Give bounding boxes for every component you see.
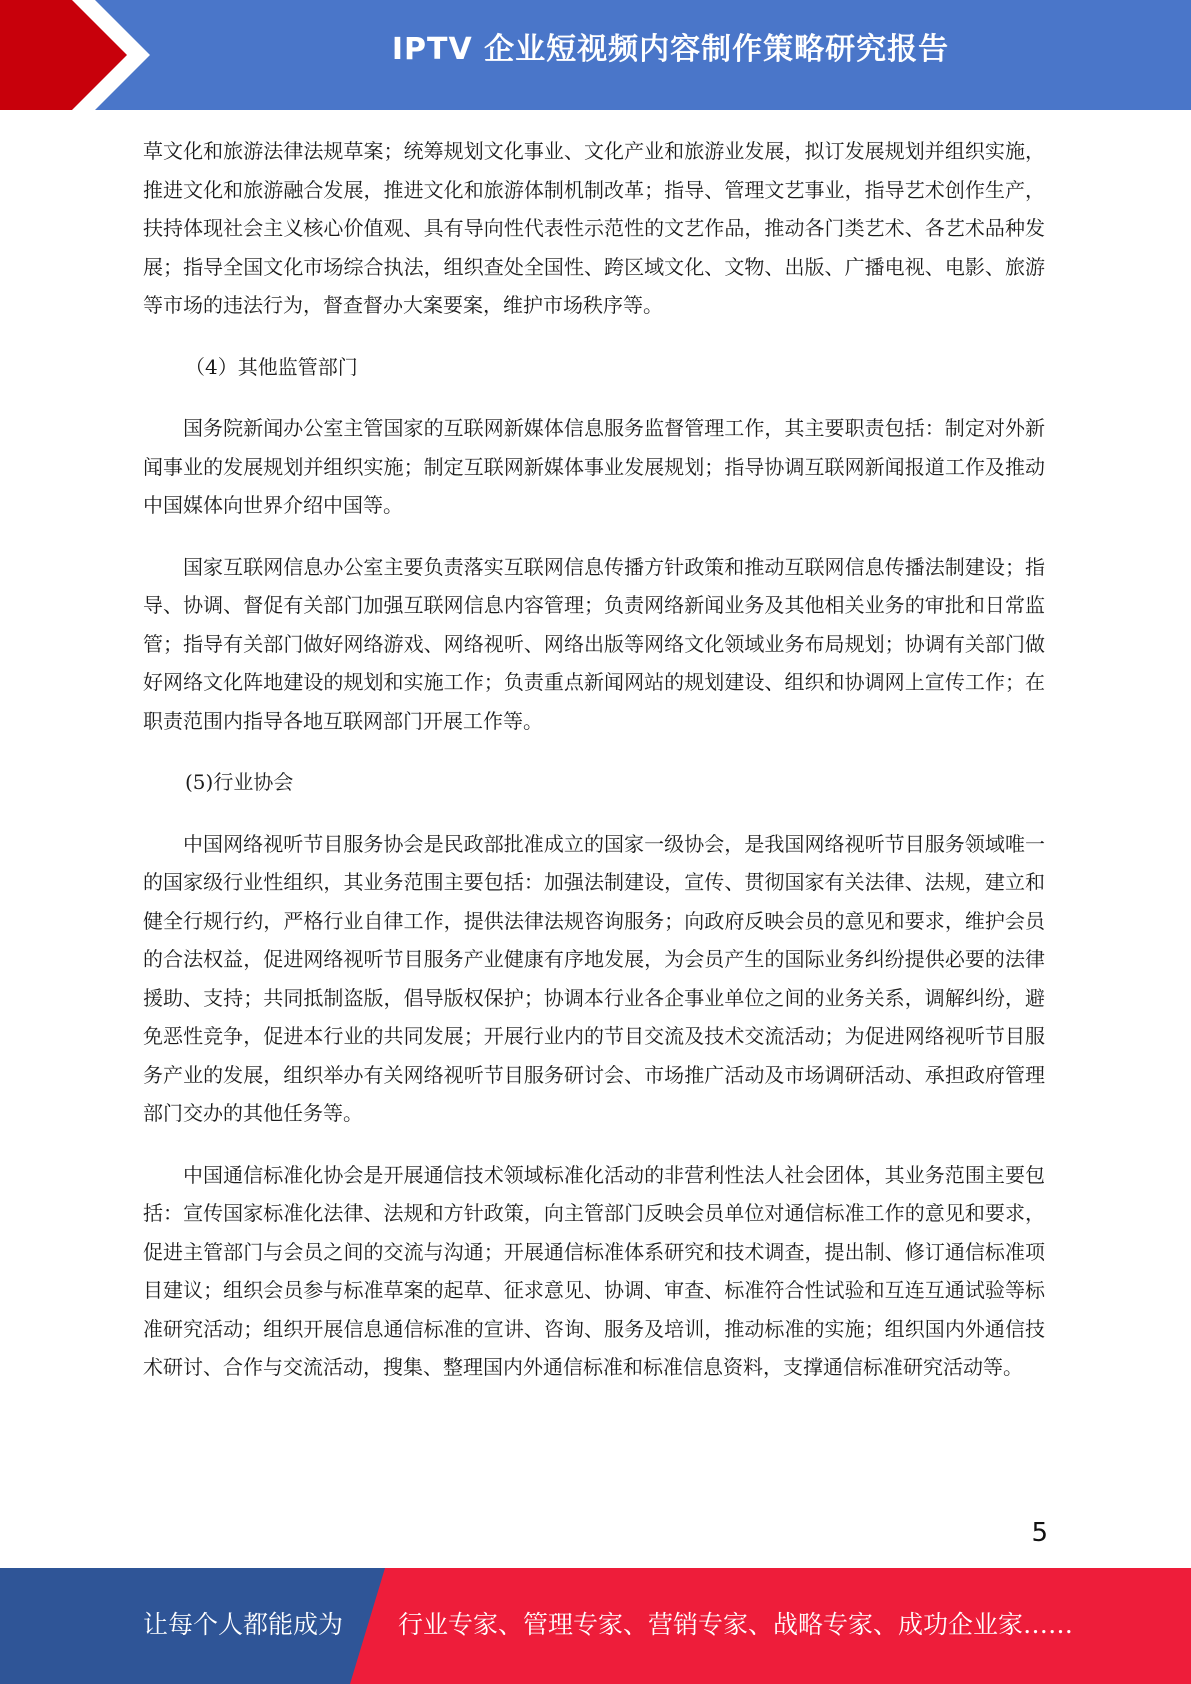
section-heading-industry-associations: (5)行业协会: [185, 770, 294, 794]
paragraph-culture-ministry: 草文化和旅游法律法规草案；统筹规划文化事业、文化产业和旅游业发展，拟订发展规划并组织实施，推进文化和旅游融合发展，推进文化和旅游体制机制改革；指导、管理文艺事业，指导艺术创作生产，扶持体现社会主义核心价值观、具有导向性代表性示范性的文艺作品，推动各门类艺术、各艺术品种发展；指导全国文化市场综合执法，组织查处全国性、跨区域文化、文物、出版、广播电视、电影、旅游等市场的违法行为，督查督办大案要案，维护市场秩序等。: [143, 139, 1045, 317]
section-heading-other-regulators: （4）其他监管部门: [185, 354, 358, 379]
paragraph-state-council-info-office: 国务院新闻办公室主管国家的互联网新媒体信息服务监督管理工作，其主要职责包括：制定对外新闻事业的发展规划并组织实施；制定互联网新媒体事业发展规划；指导协调互联网新闻报道工作及推动中国媒体向世界介绍中国等。: [143, 416, 1045, 517]
red-arrow-icon: [0, 0, 160, 110]
report-title: IPTV 企业短视频内容制作策略研究报告: [391, 32, 950, 67]
footer-slogan-left: 让每个人都能成为: [143, 1610, 344, 1639]
page-number: 5: [1031, 1518, 1048, 1548]
paragraph-cyberspace-admin: 国家互联网信息办公室主要负责落实互联网信息传播方针政策和推动互联网信息传播法制建设；指导、协调、督促有关部门加强互联网信息内容管理；负责网络新闻业务及其他相关业务的审批和日常监管；指导有关部门做好网络游戏、网络视听、网络出版等网络文化领域业务布局规划；协调有关部门做好网络文化阵地建设的规划和实施工作；负责重点新闻网站的规划建设、组织和协调网上宣传工作；在职责范围内指导各地互联网部门开展工作等。: [143, 554, 1045, 733]
paragraph-netcasting-association: 中国网络视听节目服务协会是民政部批准成立的国家一级协会，是我国网络视听节目服务领域唯一的国家级行业性组织，其业务范围主要包括：加强法制建设，宣传、贯彻国家有关法律、法规，建立和健全行规行约，严格行业自律工作，提供法律法规咨询服务；向政府反映会员的意见和要求，维护会员的合法权益，促进网络视听节目服务产业健康有序地发展，为会员产生的国际业务纠纷提供必要的法律援助、支持；共同抵制盗版，倡导版权保护；协调本行业各企事业单位之间的业务关系，调解纠纷，避免恶性竞争，促进本行业的共同发展；开展行业内的节目交流及技术交流活动；为促进网络视听节目服务产业的发展，组织举办有关网络视听节目服务研讨会、市场推广活动及市场调研活动、承担政府管理部门交办的其他任务等。: [143, 831, 1045, 1125]
footer-slogan-right: 行业专家、管理专家、营销专家、战略专家、成功企业家……: [398, 1610, 1074, 1639]
paragraph-ccsa: 中国通信标准化协会是开展通信技术领域标准化活动的非营利性法人社会团体，其业务范围主要包括：宣传国家标准化法律、法规和方针政策，向主管部门反映会员单位对通信标准工作的意见和要求，促进主管部门与会员之间的交流与沟通；开展通信标准体系研究和技术调查，提出制、修订通信标准项目建议；组织会员参与标准草案的起草、征求意见、协调、审查、标准符合性试验和互连互通试验等标准研究活动；组织开展信息通信标准的宣讲、咨询、服务及培训，推动标准的实施；组织国内外通信技术研讨、合作与交流活动，搜集、整理国内外通信标准和标准信息资料，支撑通信标准研究活动等。: [143, 1162, 1045, 1379]
page-footer: [0, 1568, 1191, 1684]
page-header: [0, 0, 1191, 110]
document-body: [143, 132, 1045, 1410]
